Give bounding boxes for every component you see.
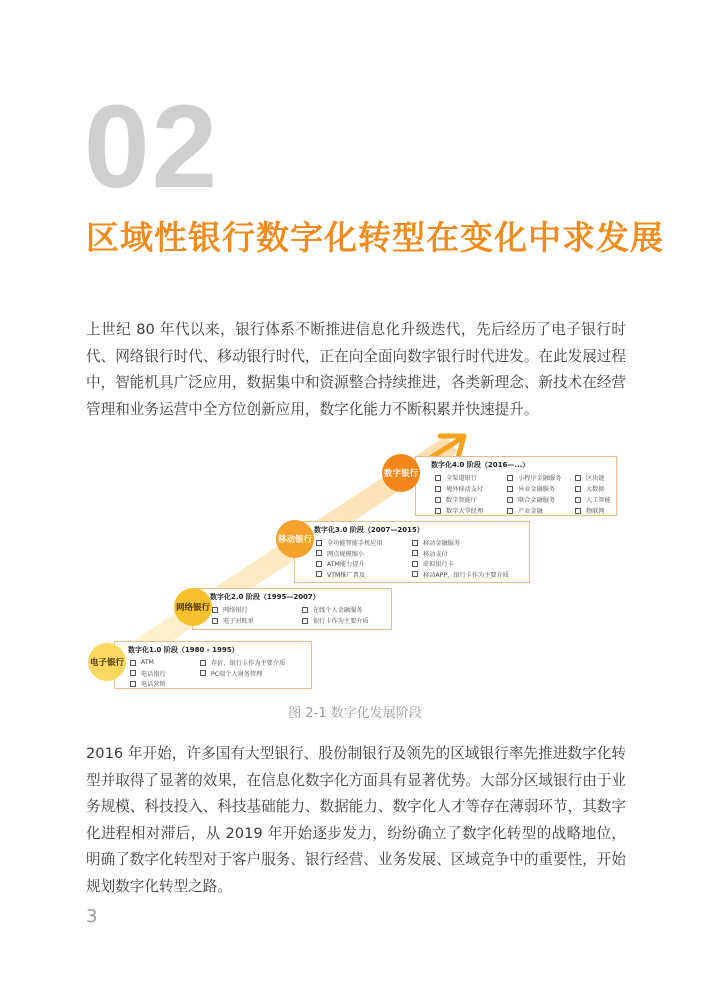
stage-3-item: 虚拟银行卡 <box>412 559 532 568</box>
stage-3-item: 全功能智能手机应用 <box>316 538 406 547</box>
stage-1-box <box>114 641 312 689</box>
stage-3-item: 移动金融服务 <box>412 538 532 547</box>
stage-3-item: 移动支付 <box>412 549 532 558</box>
stage-3-box <box>294 521 530 583</box>
stage-1-heading: 数字化1.0 阶段（1980 - 1995） <box>128 646 239 654</box>
stage-2-item: 在线个人金融服务 <box>302 605 402 614</box>
stage-4-heading: 数字化4.0 阶段（2016—...） <box>431 461 530 469</box>
stage-4-item: 数字智能厅 <box>435 495 501 504</box>
stage-2-circle: 网络银行 <box>174 588 212 626</box>
stage-4-item: 大数据 <box>575 484 625 493</box>
chapter-number: 02 <box>84 81 220 213</box>
stage-4-circle: 数字银行 <box>382 454 420 492</box>
stage-4-box <box>415 456 617 516</box>
figure-caption: 图 2-1 数字化发展阶段 <box>288 706 422 721</box>
digital-stages-figure <box>86 428 626 693</box>
stage-2-item: 电子对账单 <box>212 616 296 625</box>
stage-3-item: 网点规模缩小 <box>316 549 406 558</box>
stage-2-box <box>192 588 392 630</box>
stage-4-item: 异业金融服务 <box>507 484 569 493</box>
stage-3-heading: 数字化3.0 阶段（2007—2015） <box>314 526 424 534</box>
stage-4-item: 产业金融 <box>507 506 569 515</box>
stage-4-item: 物联网 <box>575 506 625 515</box>
stage-1-item: 电话银行 <box>130 669 194 678</box>
stage-4-item: 联合金融服务 <box>507 495 569 504</box>
intro-paragraph: 上世纪 80 年代以来，银行体系不断推进信息化升级迭代，先后经历了电子银行时代、网络银行时代、移动银行时代，正在向全面向数字银行时代进发。在此发展过程中，智能机具广泛应用，数据集中和资源整合持续推进，各类新理念、新技术在经营管理和业务运营中全方位创新应用，数字化能力不断积累并快速提升。 <box>86 321 626 418</box>
stage-1-item: ATM <box>130 658 194 667</box>
stage-2-item: 银行卡作为主要介质 <box>302 616 402 625</box>
stage-3-item: VTM推广普及 <box>316 570 406 579</box>
stage-1-item: PC端个人财务管理 <box>200 669 320 678</box>
page-number: 3 <box>86 906 98 927</box>
body-paragraph: 2016 年开始，许多国有大型银行、股份制银行及领先的区域银行率先推进数字化转型并取得了显著的效果，在信息化数字化方面具有显著优势。大部分区域银行由于业务规模、科技投入、科技基础能力、数据能力、数字化人才等存在薄弱环节，其数字化进程相对滞后，从 2019 年开始逐步发力，纷纷确立了数字化转型的战略地位，明确了数字化转型对于客户服务、银行经营、业务发展、区域竞争中的重要性，开始规划数字化转型之路。 <box>86 745 626 895</box>
stage-2-heading: 数字化2.0 阶段（1995—2007） <box>210 593 320 601</box>
stage-1-item: 电话营销 <box>130 679 194 688</box>
stage-4-item: 全渠道银行 <box>435 473 501 482</box>
stage-2-item: 网络银行 <box>212 605 296 614</box>
stage-1-item: 存折、银行卡作为主要介质 <box>200 658 320 667</box>
stage-4-item: 数字大堂经理 <box>435 506 501 515</box>
stage-4-item: 境外移动支付 <box>435 484 501 493</box>
stage-4-item: 区块链 <box>575 473 625 482</box>
chapter-title: 区域性银行数字化转型在变化中求发展 <box>86 218 664 257</box>
stage-4-item: 人工智能 <box>575 495 625 504</box>
stage-3-item: 移动APP、银行卡作为主要介质 <box>412 570 532 579</box>
stage-1-circle: 电子银行 <box>88 643 126 681</box>
stage-4-item: 小程序金融服务 <box>507 473 569 482</box>
stage-3-circle: 移动银行 <box>276 520 314 558</box>
stage-3-item: ATM能力提升 <box>316 559 406 568</box>
